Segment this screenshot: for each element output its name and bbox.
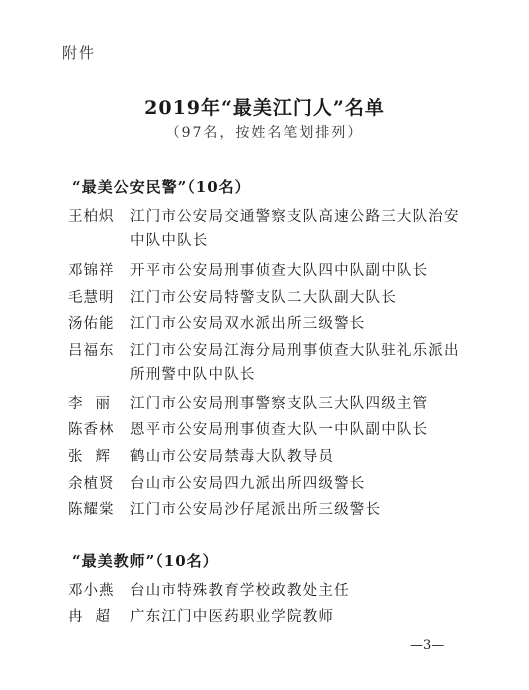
entry-name: 张辉	[68, 449, 123, 465]
entry-description-line: 台山市公安局四九派出所四级警长	[130, 476, 366, 492]
entry-name: 毛慧明	[68, 290, 115, 306]
entry-description-line: 中队中队长	[130, 233, 209, 249]
entry-description-line: 广东江门中医药职业学院教师	[130, 609, 335, 625]
entry-description	[130, 312, 450, 336]
entry-name: 吕福东	[68, 343, 115, 359]
entry-description-line: 江门市公安局沙仔尾派出所三级警长	[130, 502, 382, 518]
entry-name: 陈香林	[68, 422, 115, 438]
entry-description-line: 江门市公安局江海分局刑事侦查大队驻礼乐派出	[130, 343, 460, 359]
document-title: 2019年“最美江门人”名单	[144, 97, 385, 119]
entry-description	[130, 286, 450, 310]
entry-name: 王柏炽	[68, 209, 115, 225]
entry-description	[130, 339, 460, 387]
entry-name: 邓锦祥	[68, 263, 115, 279]
entry-description	[130, 259, 450, 283]
entry-description-line: 鹤山市公安局禁毒大队教导员	[130, 449, 335, 465]
page-number: —3—	[410, 638, 445, 653]
entry-description-line: 江门市公安局双水派出所三级警长	[130, 316, 366, 332]
entry-name: 李丽	[68, 396, 123, 412]
entry-description	[130, 445, 450, 469]
entry-name: 冉超	[68, 609, 123, 625]
entry-description-line: 江门市公安局特警支队二大队副大队长	[130, 290, 397, 306]
entry-description-line: 台山市特殊教育学校政教处主任	[130, 583, 350, 599]
entry-description-line: 江门市公安局刑事警察支队三大队四级主管	[130, 396, 429, 412]
entry-description	[130, 392, 450, 416]
entry-name: 汤佑能	[68, 316, 115, 332]
section-heading-police: “最美公安民警”（10名）	[72, 178, 251, 196]
entry-name: 邓小燕	[68, 583, 115, 599]
entry-description-line: 恩平市公安局刑事侦查大队一中队副中队长	[130, 422, 429, 438]
entry-description	[130, 498, 450, 522]
entry-description	[130, 418, 450, 442]
attachment-label: 附件	[62, 44, 97, 62]
entry-description	[130, 472, 450, 496]
entry-description	[130, 205, 460, 253]
document-subtitle: （97名，按姓名笔划排列）	[165, 125, 364, 141]
section-heading-teachers: “最美教师”（10名）	[72, 552, 219, 570]
entry-description	[130, 579, 450, 603]
entry-description-line: 开平市公安局刑事侦查大队四中队副中队长	[130, 263, 429, 279]
entry-description-line: 所刑警中队中队长	[130, 367, 256, 383]
entry-description	[130, 605, 450, 629]
entry-name: 余植贤	[68, 476, 115, 492]
entry-name: 陈耀棠	[68, 502, 115, 518]
entry-description-line: 江门市公安局交通警察支队高速公路三大队治安	[130, 209, 460, 225]
